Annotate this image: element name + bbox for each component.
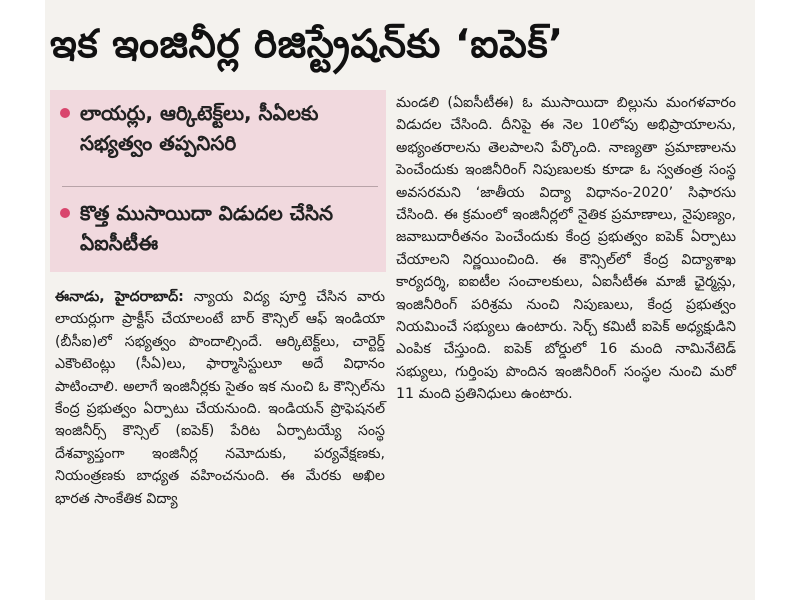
article-column-left (55, 286, 385, 510)
divider (62, 186, 378, 187)
article-column-right (396, 92, 736, 406)
article-body-left: న్యాయ విద్య పూర్తి చేసిన వారు లాయర్లుగా ప్రాక్టీస్ చేయాలంటే బార్ కౌన్సిల్ ఆఫ్ ఇండియా (బీసీఐ)లో సభ్యత్వం పొందాల్సిందే. ఆర్కిటెక్ట్‌లు, చార్టెర్డ్ ఎకౌంటెంట్లు (సీఏ)లు, ఫార్మాసిస్టులూ అదే విధానం పాటించాలి. అలాగే ఇంజినీర్లకు సైతం ఇక నుంచి ఓ కౌన్సిల్‌ను కేంద్ర ప్రభుత్వం ఏర్పాటు చేయనుంది. ఇండియన్ ప్రొఫెషనల్ ఇంజినీర్స్ కౌన్సిల్ (ఐపెక్) పేరిట ఏర్పాటయ్యే సంస్థ దేశవ్యాప్తంగా ఇంజినీర్ల నమోదుకు, పర్యవేక్షణకు, నియంత్రణకు బాధ్యత వహించనుంది. ఈ మేరకు అఖిల భారత సాంకేతిక విద్యా (55, 289, 386, 507)
dateline: ఈనాడు, హైదరాబాద్: (55, 289, 184, 305)
headline: ఇక ఇంజినీర్ల రిజిస్ట్రేషన్‌కు ‘ఐపెక్’ (50, 22, 564, 67)
highlight-item (62, 198, 378, 258)
bullet-icon (60, 208, 70, 218)
highlight-item (62, 98, 378, 158)
highlight-text: లాయర్లు, ఆర్కిటెక్ట్‌లు, సీఏలకు సభ్యత్వం తప్పనిసరి (80, 101, 319, 155)
article-paragraph (55, 286, 385, 510)
highlight-box (50, 90, 386, 272)
bullet-icon (60, 108, 70, 118)
highlight-text: కొత్త ముసాయిదా విడుదల చేసిన ఏఐసీటీఈ (80, 201, 334, 255)
article-body-right: మండలి (ఏఐసీటీఈ) ఓ ముసాయిదా బిల్లును మంగళవారం విడుదల చేసింది. దీనిపై ఈ నెల 10లోపు అభిప్రాయాలను, అభ్యంతరాలను తెలపాలని పేర్కొంది. నాణ్యతా ప్రమాణాలను పెంచేందుకు ఇంజినీరింగ్ నిపుణులకు కూడా ఓ స్వతంత్ర సంస్థ అవసరమని ‘జాతీయ విద్యా విధానం-2020’ సిఫారసు చేసింది. ఈ క్రమంలో ఇంజినీర్లలో నైతిక ప్రమాణాలు, నైపుణ్యం, జవాబుదారీతనం పెంచేందుకు కేంద్ర ప్రభుత్వం ఐపెక్ ఏర్పాటు చేయాలని నిర్ణయించింది. ఈ కౌన్సిల్‌లో కేంద్ర విద్యాశాఖ కార్యదర్శి, ఐఐటీల సంచాలకులు, ఏఐసీటీఈ మాజీ ఛైర్మన్లు, ఇంజినీరింగ్ పరిశ్రమ నుంచి నిపుణులు, కేంద్ర ప్రభుత్వం నియమించే సభ్యులు ఉంటారు. సెర్చ్ కమిటీ ఐపెక్ అధ్యక్షుడిని ఎంపిక చేస్తుంది. ఐపెక్ బోర్డులో 16 మంది నామినేటెడ్ సభ్యులు, గుర్తింపు పొందిన ఇంజినీరింగ్ సంస్థల నుంచి మరో 11 మంది ప్రతినిధులు ఉంటారు. (396, 95, 736, 403)
